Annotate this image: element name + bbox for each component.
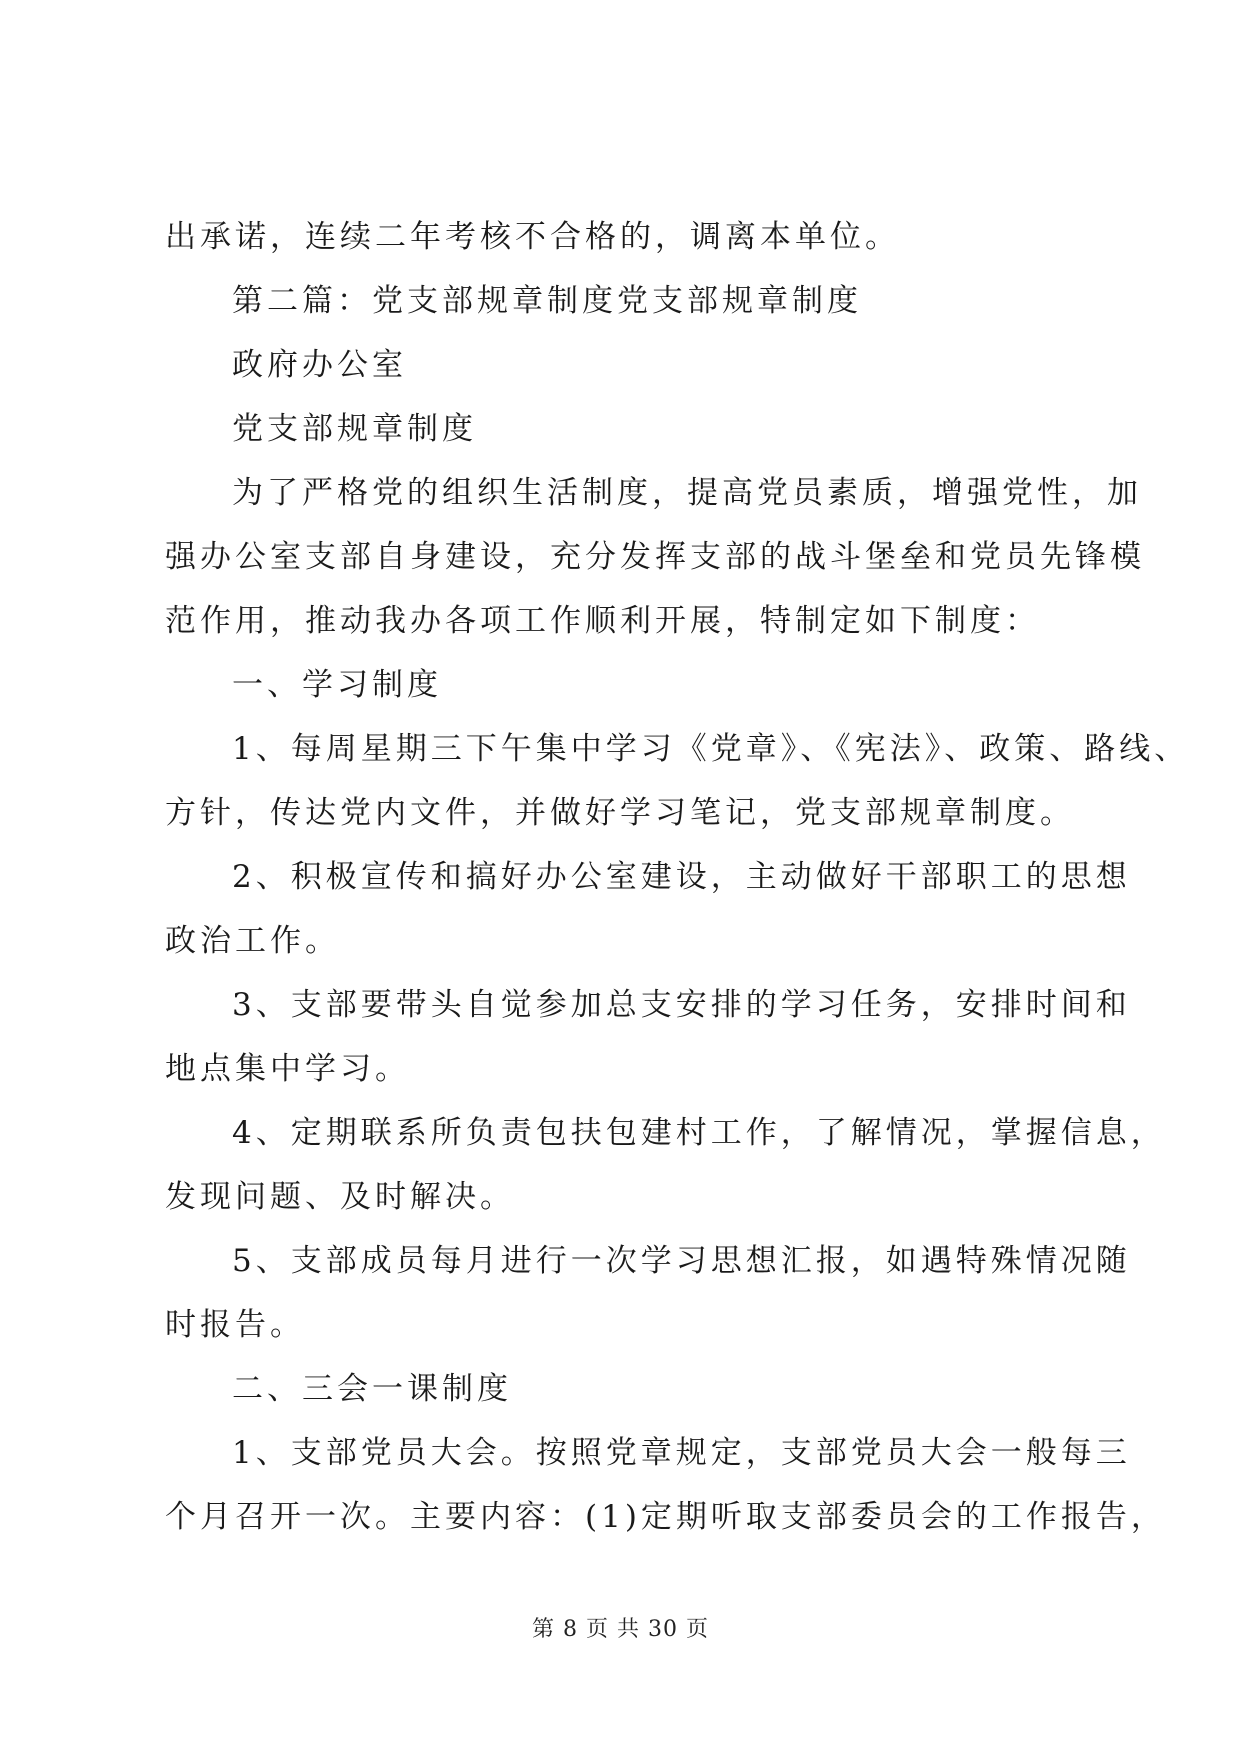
text-line: 为了严格党的组织生活制度，提高党员素质，增强党性，加 xyxy=(232,475,1142,511)
text-line: 3、支部要带头自觉参加总支安排的学习任务，安排时间和 xyxy=(232,987,1131,1023)
heading-study-system: 一、学习制度 xyxy=(232,667,442,703)
text-line: 方针，传达党内文件，并做好学习笔记，党支部规章制度。 xyxy=(165,795,1075,831)
text-line: 强办公室支部自身建设，充分发挥支部的战斗堡垒和党员先锋模 xyxy=(165,539,1145,575)
text-line: 地点集中学习。 xyxy=(165,1051,410,1087)
document-body xyxy=(165,205,1190,1549)
text-line: 个月召开一次。主要内容：(1)定期听取支部委员会的工作报告， xyxy=(165,1499,1166,1535)
text-line: 时报告。 xyxy=(165,1307,305,1343)
text-line: 2、积极宣传和搞好办公室建设，主动做好干部职工的思想 xyxy=(232,859,1131,895)
document-title: 党支部规章制度 xyxy=(232,411,477,447)
section-title: 第二篇：党支部规章制度党支部规章制度 xyxy=(232,283,862,319)
page-footer: 第 8 页 共 30 页 xyxy=(532,1617,709,1642)
heading-three-meetings: 二、三会一课制度 xyxy=(232,1371,512,1407)
text-line: 出承诺，连续二年考核不合格的，调离本单位。 xyxy=(165,219,900,255)
text-line: 范作用，推动我办各项工作顺利开展，特制定如下制度： xyxy=(165,603,1040,639)
text-line: 发现问题、及时解决。 xyxy=(165,1179,515,1215)
text-line: 4、定期联系所负责包扶包建村工作，了解情况，掌握信息， xyxy=(232,1115,1166,1151)
text-line: 5、支部成员每月进行一次学习思想汇报，如遇特殊情况随 xyxy=(232,1243,1131,1279)
department-name: 政府办公室 xyxy=(232,347,407,383)
text-line: 1、每周星期三下午集中学习《党章》、《宪法》、政策、路线、 xyxy=(232,731,1190,767)
text-line: 1、支部党员大会。按照党章规定，支部党员大会一般每三 xyxy=(232,1435,1131,1471)
text-line: 政治工作。 xyxy=(165,923,340,959)
